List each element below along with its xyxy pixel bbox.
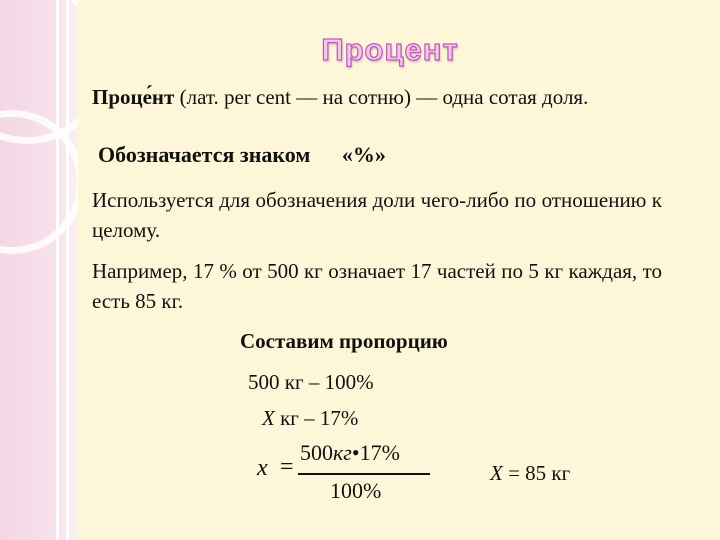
proportion-line-1: 500 кг – 100%	[248, 370, 374, 394]
notation-line	[98, 140, 386, 170]
proportion-line-2-text: кг – 17%	[274, 406, 359, 430]
page-title: Процент	[321, 32, 459, 67]
definition-text: (лат. per cent — на сотню) — одна сотая доля.	[174, 85, 589, 109]
answer-value: = 85 кг	[502, 461, 571, 485]
notation-label: Обозначается знаком	[98, 142, 311, 167]
proportion-heading: Составим пропорцию	[240, 329, 448, 353]
formula-numerator	[300, 440, 400, 466]
numerator-percent: 17%	[359, 440, 400, 465]
multiply-dot: •	[351, 440, 360, 465]
usage-paragraph: Используется для обозначения доли чего-либо по отношению к целому.	[92, 188, 662, 242]
definition-line	[92, 82, 588, 112]
example-paragraph: Например, 17 % от 500 кг означает 17 частей по 5 кг каждая, то есть 85 кг.	[92, 259, 662, 313]
definition-term: Проце́нт	[92, 85, 175, 109]
formula-denominator: 100%	[330, 478, 382, 503]
formula-variable: x	[257, 455, 268, 481]
numerator-value: 500	[300, 440, 333, 465]
answer-variable: Х	[490, 461, 503, 485]
proportion-line-2	[262, 403, 358, 433]
answer-line	[490, 458, 570, 488]
percent-sign: «%»	[341, 142, 386, 167]
numerator-unit: кг	[333, 440, 352, 465]
formula-equals: =	[280, 454, 294, 480]
unknown-variable: Х	[262, 406, 275, 430]
decorative-side-band	[0, 0, 78, 540]
fraction-bar	[298, 473, 430, 475]
